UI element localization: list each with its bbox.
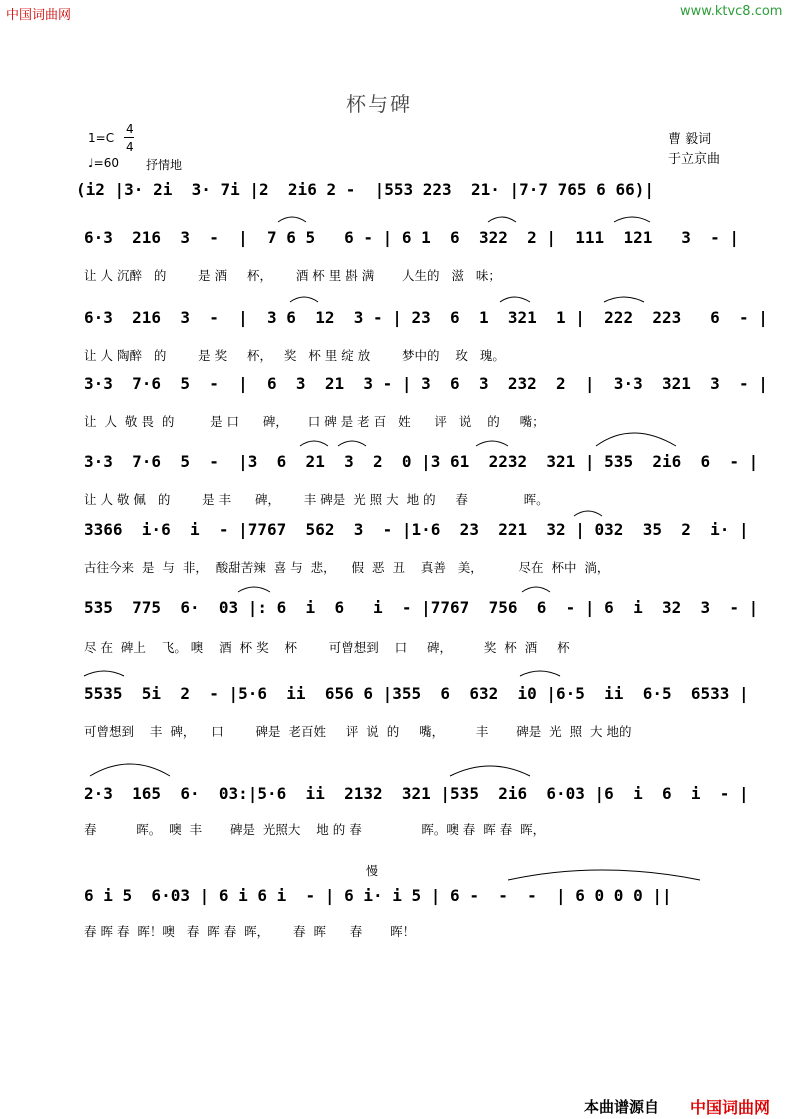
slow-marking: 慢 xyxy=(366,864,379,878)
score-line-4-lyrics: 让 人 敬 畏 的 是 口 碑， 口 碑 是 老 百 姓 评 说 的 嘴； xyxy=(84,414,545,429)
site-watermark-right: www.ktvc8.com xyxy=(680,4,783,19)
score-line-4-notes: 3·3 7·6 5 - | 6 3 21 3 - | 3 6 3 232 2 | 3·3 321 3 - | xyxy=(84,374,768,393)
score-line-6-lyrics: 古往今来 是 与 非， 酸甜苦辣 喜 与 悲， 假 恶 丑 真善 美， 尽在 杯中 淌， xyxy=(84,560,610,575)
score-line-8-notes: 5535 5i 2 - |5·6 ii 656 6 |355 6 632 i0 |6·5 ii 6·5 6533 | xyxy=(84,684,749,703)
score-line-2-notes: 6·3 216 3 - | 7 6 5 6 - | 6 1 6 322 2 | 111 121 3 - | xyxy=(84,228,740,247)
score-line-2-lyrics: 让 人 沉醉 的 是 酒 杯， 酒 杯 里 斟 满 人生的 滋 味； xyxy=(84,268,501,283)
footer-source-site: 中国词曲网 xyxy=(690,1098,771,1117)
key-signature: 1=C xyxy=(88,131,115,145)
score-line-8-lyrics: 可曾想到 丰 碑， 口 碑是 老百姓 评 说 的 嘴， 丰 碑是 光 照 大 地的 xyxy=(84,724,632,739)
composer-credit: 于立京曲 xyxy=(668,152,721,167)
score-line-10-notes: 6 i 5 6·03 | 6 i 6 i - | 6 i· i 5 | 6 - - - | 6 0 0 0 || xyxy=(84,886,672,905)
time-signature-denominator: 4 xyxy=(126,140,134,154)
score-line-3-lyrics: 让 人 陶醉 的 是 奖 杯， 奖 杯 里 绽 放 梦中的 玫 瑰。 xyxy=(84,348,505,363)
style-marking: 抒情地 xyxy=(146,158,183,172)
score-line-7-notes: 535 775 6· 03 |: 6 i 6 i - |7767 756 6 - | 6 i 32 3 - | xyxy=(84,598,759,617)
footer-source-label: 本曲谱源自 xyxy=(584,1098,660,1116)
score-line-1-notes: (i2 |3· 2i 3· 7i |2 2i6 2 - |553 223 21· |7·7 765 6 66)| xyxy=(76,180,654,199)
score-line-5-lyrics: 让 人 敬 佩 的 是 丰 碑， 丰 碑是 光 照 大 地 的 春 晖。 xyxy=(84,492,549,507)
score-line-3-notes: 6·3 216 3 - | 3 6 12 3 - | 23 6 1 321 1 | 222 223 6 - | xyxy=(84,308,768,327)
score-line-9-notes: 2·3 165 6· 03:|5·6 ii 2132 321 |535 2i6 6·03 |6 i 6 i - | xyxy=(84,784,749,803)
song-title: 杯与碑 xyxy=(346,92,412,116)
tempo-marking: ♩=60 xyxy=(88,156,119,170)
score-line-10-lyrics: 春 晖 春 晖！噢 春 晖 春 晖， 春 晖 春 晖！ xyxy=(84,924,416,939)
score-line-6-notes: 3366 i·6 i - |7767 562 3 - |1·6 23 221 32 | 032 35 2 i· | xyxy=(84,520,749,539)
lyricist-credit: 曹 毅词 xyxy=(668,132,712,147)
time-signature-numerator: 4 xyxy=(126,122,134,136)
score-line-5-notes: 3·3 7·6 5 - |3 6 21 3 2 0 |3 61 2232 321 | 535 2i6 6 - | xyxy=(84,452,759,471)
score-line-9-lyrics: 春 晖。 噢 丰 碑是 光照大 地 的 春 晖。噢 春 晖 春 晖， xyxy=(84,822,546,837)
score-line-7-lyrics: 尽 在 碑上 飞。 噢 酒 杯 奖 杯 可曾想到 口 碑， 奖 杯 酒 杯 xyxy=(84,640,570,655)
site-watermark-left: 中国词曲网 xyxy=(6,8,72,23)
